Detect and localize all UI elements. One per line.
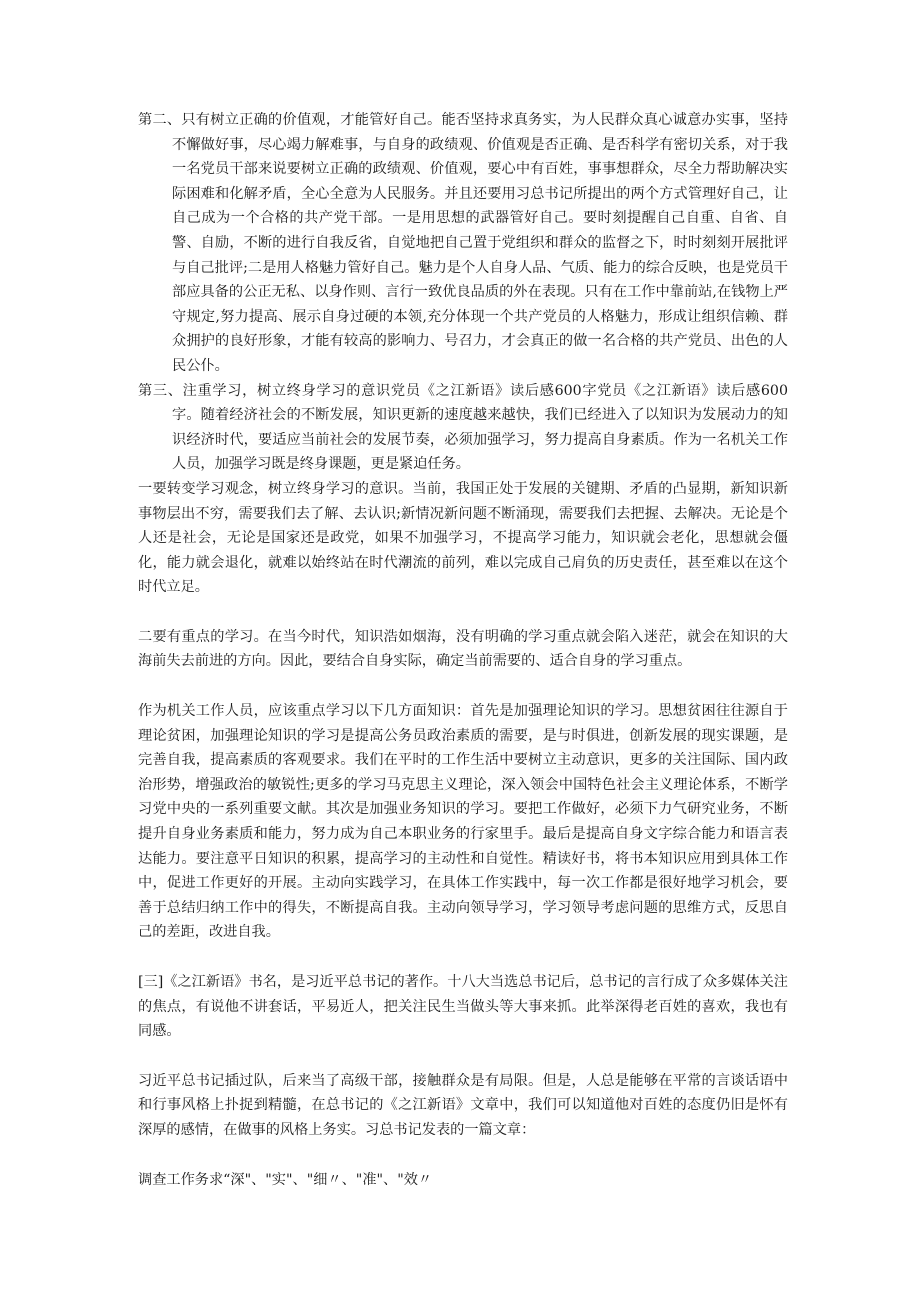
paragraph-third-study: 第三、注重学习，树立终身学习的意识党员《之江新语》读后感600字党员《之江新语》读后感600字。随着经济社会的不断发展，知识更新的速度越来越快，我们已经进入了以知识为发展动力的知识经济时代，要适应当前社会的发展节奏，必须加强学习，努力提高自身素质。作为一名机关工作人员，加强学习既是终身课题，更是紧迫任务。 bbox=[138, 382, 788, 473]
paragraph-focused-study: 二要有重点的学习。在当今时代，知识浩如烟海，没有明确的学习重点就会陷入迷茫，就会在知识的大海前失去前进的方向。因此，要结合自身实际，确定当前需要的、适合自身的学习重点。 bbox=[138, 628, 788, 670]
paragraph-agency-staff: 作为机关工作人员，应该重点学习以下几方面知识：首先是加强理论知识的学习。思想贫困往往源自于理论贫困，加强理论知识的学习是提高公务员政治素质的需要，是与时俱进，创新发展的现实课题，是完善自我，提高素质的客观要求。我们在平时的工作生活中要树立主动意识，更多的关注国际、国内政治形势，增强政治的敏锐性;更多的学习马克思主义理论，深入领会中国特色社会主义理论体系，不断学习党中央的一系列重要文献。其次是加强业务知识的学习。要把工作做好，必须下力气研究业务，不断提升自身业务素质和能力，努力成为自己本职业务的行家里手。最后是提高自身文字综合能力和语言表达能力。要注意平日知识的积累，提高学习的主动性和自觉性。精读好书，将书本知识应用到具体工作中，促进工作更好的开展。主动向实践学习，在具体工作实践中，每一次工作都是很好地学习机会，要善于总结归纳工作中的得失，不断提高自我。主动向领导学习，学习领导考虑问题的思维方式，反思自己的差距，改进自我。 bbox=[138, 703, 788, 941]
paragraph-second-values: 第二、只有树立正确的价值观，才能管好自己。能否坚持求真务实，为人民群众真心诚意办实事，坚持不懈做好事，尽心竭力解难事，与自身的政绩观、价值观是否正确、是否科学有密切关系，对于我一名党员干部来说要树立正确的政绩观、价值观，要心中有百姓，事事想群众，尽全力帮助解决实际困难和化解矛盾，全心全意为人民服务。并且还要用习总书记所提出的两个方式管理好自己，让自己成为一个合格的共产党干部。一是用思想的武器管好自己。要时刻提醒自己自重、自省、自警、自励，不断的进行自我反省，自觉地把自己置于党组织和群众的监督之下，时时刻刻开展批评与自己批评;二是用人格魅力管好自己。魅力是个人自身人品、气质、能力的综合反映，也是党员干部应具备的公正无私、以身作则、言行一致优良品质的外在表现。只有在工作中靠前站,在钱物上严守规定,努力提高、展示自身过硬的本领,充分体现一个共产党员的人格魅力，形成让组织信赖、群众拥护的良好形象，才能有较高的影响力、号召力，才会真正的做一名合格的共产党员、出色的人民公仆。 bbox=[138, 112, 788, 374]
document-body bbox=[138, 108, 788, 1192]
paragraph-book-title: [三]《之江新语》书名，是习近平总书记的著作。十八大当选总书记后，总书记的言行成了众多媒体关注的焦点，有说他不讲套话，平易近人，把关注民生当做头等大事来抓。此举深得老百姓的喜欢，我也有同感。 bbox=[138, 974, 788, 1040]
paragraph-xi-jinping: 习近平总书记插过队，后来当了高级干部，接触群众是有局限。但是，人总是能够在平常的言谈话语中和行事风格上扑捉到精髓，在总书记的《之江新语》文章中，我们可以知道他对百姓的态度仍旧是怀有深厚的感情，在做事的风格上务实。习总书记发表的一篇文章： bbox=[138, 1072, 788, 1138]
paragraph-change-concept: 一要转变学习观念，树立终身学习的意识。当前，我国正处于发展的关键期、矛盾的凸显期，新知识新事物层出不穷，需要我们去了解、去认识;新情况新问题不断涌现，需要我们去把握、去解决。无论是个人还是社会，无论是国家还是政党，如果不加强学习，不提高学习能力，知识就会老化，思想就会僵化，能力就会退化，就难以始终站在时代潮流的前列，难以完成自己肩负的历史责任，甚至难以在这个时代立足。 bbox=[138, 480, 788, 596]
paragraph-survey-work: 调查工作务求“深"、"实"、"细〃、"准"、"效〃 bbox=[138, 1171, 433, 1188]
